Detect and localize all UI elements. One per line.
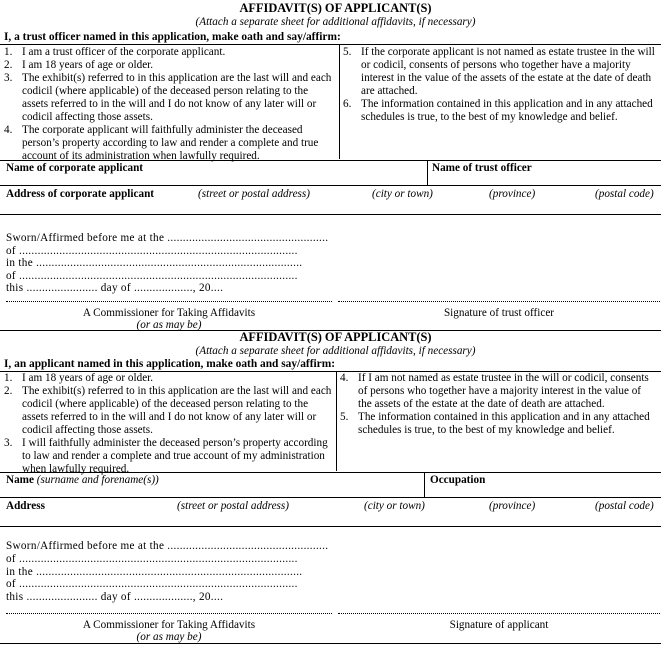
section2-name-rule (0, 472, 661, 473)
statement-item: 5. If the corporate applicant is not named as estate trustee in the will or codicil, consents of persons who together have a majority interest in the value of the assets of the estate at the date of death are attached. (343, 46, 655, 97)
section1-top-rule (0, 44, 661, 45)
commissioner-label: A Commissioner for Taking Affidavits (82, 619, 256, 631)
province-hint: (province) (489, 188, 536, 200)
section1-subtitle: (Attach a separate sheet for additional affidavits, if necessary) (195, 16, 476, 28)
occupation-field[interactable]: Occupation (430, 474, 486, 486)
postal-code-hint: (postal code) (595, 500, 654, 512)
sworn-of-field[interactable]: of .......................................................................................... (6, 245, 298, 257)
applicant-name-field[interactable] (6, 474, 159, 487)
applicant-address-field[interactable]: Address (6, 500, 45, 512)
statement-item: 2. I am 18 years of age or older. (4, 59, 154, 71)
sworn-of-field-2[interactable]: of .......................................................................................... (6, 578, 298, 590)
commissioner-signature-line[interactable] (6, 613, 332, 614)
section2-oath: I, an applicant named in this application, make oath and say/affirm: (4, 358, 336, 370)
commissioner-note: (or as may be) (136, 631, 202, 643)
section2-right-statements (336, 372, 656, 437)
postal-code-hint: (postal code) (595, 188, 654, 200)
statement-item: 1. I am 18 years of age or older. (4, 372, 154, 384)
sworn-in-the-field[interactable]: in the ...................................................................................... (6, 257, 303, 269)
sworn-of-field[interactable]: of .......................................................................................... (6, 553, 298, 565)
corporate-applicant-name-field[interactable]: Name of corporate applicant (6, 162, 144, 174)
section1-name-divider (427, 160, 428, 185)
section2-name-divider (424, 472, 425, 497)
section2-subtitle: (Attach a separate sheet for additional affidavits, if necessary) (195, 345, 476, 357)
statement-item: 4. If I am not named as estate trustee in the will or codicil, consents of persons who together have a majority interest in the value of the assets of the estate at the date of death are attached. (340, 372, 649, 410)
sworn-date-field[interactable]: this ....................... day of ..................., 20.... (6, 282, 224, 294)
section1-name-rule (0, 160, 661, 161)
statement-item: 2. The exhibit(s) referred to in this application are the last will and each codicil (where applicable) of the deceased person relating to the assets referred to in the will and I do not know of any later will or codicil affecting those assets. (4, 385, 332, 436)
section1-address-rule (0, 185, 661, 186)
section1-title: AFFIDAVIT(S) OF APPLICANT(S) (239, 1, 432, 15)
section1-oath: I, a trust officer named in this application, make oath and say/affirm: (4, 31, 341, 43)
commissioner-note: (or as may be) (136, 319, 202, 331)
statement-item: 3. The exhibit(s) referred to in this application are the last will and each codicil (where applicable) of the deceased person relating to the assets referred to in the will and I do not know of any later will or codicil affecting those assets. (4, 72, 332, 123)
applicant-signature-line[interactable] (338, 613, 660, 614)
street-hint: (street or postal address) (177, 500, 289, 512)
statement-item: 1. I am a trust officer of the corporate applicant. (4, 46, 226, 58)
section2-left-statements (0, 372, 334, 476)
section1-right-statements (339, 46, 657, 124)
corporate-applicant-address-field[interactable]: Address of corporate applicant (6, 188, 155, 200)
section2-title: AFFIDAVIT(S) OF APPLICANT(S) (239, 330, 432, 344)
statement-item: 4. The corporate applicant will faithfully administer the deceased person’s property according to law and render a complete and true account of its administration when lawfully required. (4, 124, 319, 162)
trust-officer-signature-label: Signature of trust officer (443, 307, 555, 319)
section1-left-statements (0, 46, 336, 163)
name-hint: (surname and forename(s)) (36, 474, 159, 486)
section2-address-rule (0, 497, 661, 498)
sworn-in-the-field[interactable]: in the ...................................................................................... (6, 566, 303, 578)
statement-item: 5. The information contained in this application and in any attached schedules is true, to the best of my knowledge and belief. (340, 411, 650, 436)
section1-sworn-rule (0, 214, 661, 215)
section2-sworn-rule (0, 526, 661, 527)
bottom-rule (0, 643, 661, 644)
street-hint: (street or postal address) (198, 188, 310, 200)
province-hint: (province) (489, 500, 536, 512)
statement-item: 6. The information contained in this application and in any attached schedules is true, to the best of my knowledge and belief. (343, 98, 653, 123)
applicant-signature-label: Signature of applicant (449, 619, 549, 631)
city-hint: (city or town) (372, 188, 433, 200)
sworn-location-field[interactable]: Sworn/Affirmed before me at the .................................................... (6, 540, 329, 552)
sworn-date-field[interactable]: this ....................... day of ..................., 20.... (6, 591, 224, 603)
trust-officer-name-field[interactable]: Name of trust officer (432, 162, 532, 174)
commissioner-signature-line[interactable] (6, 301, 332, 302)
trust-officer-signature-line[interactable] (338, 301, 660, 302)
statement-item: 3. I will faithfully administer the deceased person’s property according to law and render a complete and true account of my administration when lawfully required. (4, 437, 328, 475)
city-hint: (city or town) (364, 500, 425, 512)
commissioner-label: A Commissioner for Taking Affidavits (82, 307, 256, 319)
sworn-location-field[interactable]: Sworn/Affirmed before me at the .................................................... (6, 232, 329, 244)
name-label: Name (6, 474, 34, 486)
sworn-of-field-2[interactable]: of .......................................................................................... (6, 270, 298, 282)
